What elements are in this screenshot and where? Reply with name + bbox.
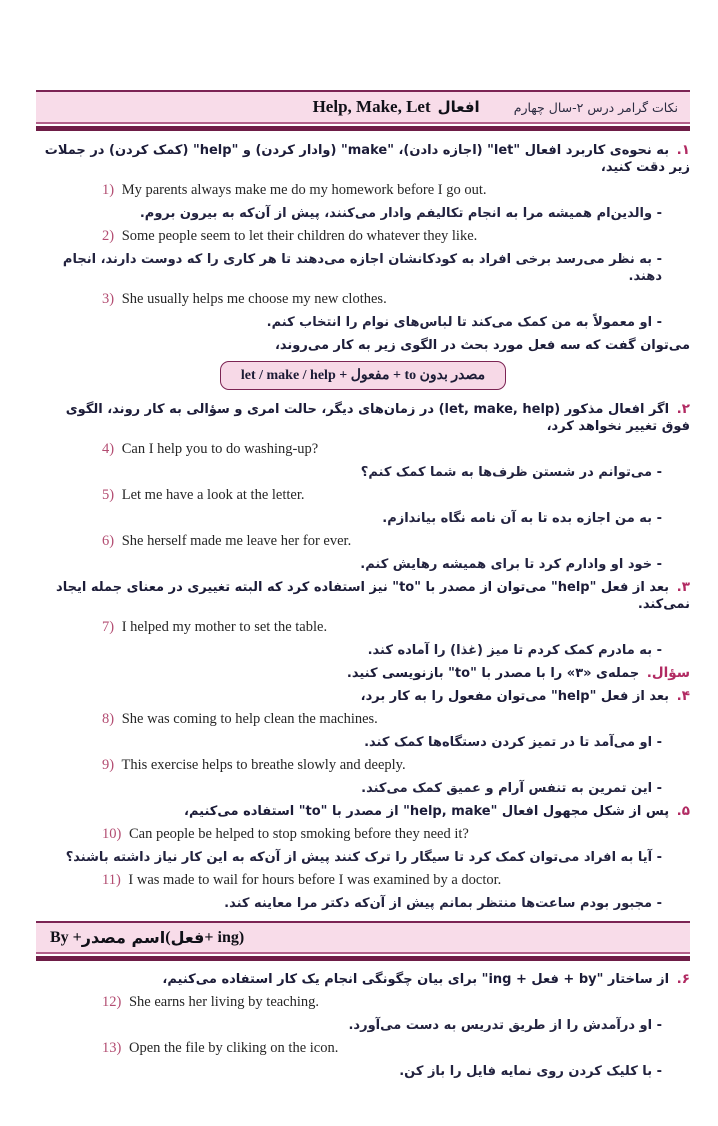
- example-5-en: [36, 487, 690, 504]
- bridge-line: می‌توان گفت که سه فعل مورد بحث در الگوی زیر به کار می‌روند،: [274, 338, 690, 353]
- example-6-sentence: She herself made me leave her for ever.: [121, 533, 352, 549]
- example-7-sentence: I helped my mother to set the table.: [121, 619, 328, 635]
- example-7-en: [36, 619, 690, 636]
- note-5-number: ۵.: [676, 803, 690, 819]
- example-12-fa: - او درآمدش را از طریق تدریس به دست می‌آورد.: [348, 1018, 662, 1033]
- note-2-text: اگر افعال مذکور (let, make, help) در زمان‌های دیگر، حالت امری و سؤالی به کار روند، الگوی فوق تغییر نخواهد کرد،: [65, 402, 690, 434]
- example-13-fa: - با کلیک کردن روی نمایه فایل را باز کن.: [399, 1064, 662, 1079]
- note-1-number: ۱.: [676, 142, 690, 158]
- example-9-number: 9): [102, 757, 115, 773]
- question-label: سؤال.: [646, 665, 690, 681]
- note-4-text: بعد از فعل "help" می‌توان مفعول را به کار برد،: [360, 689, 670, 704]
- example-2-fa: - به نظر می‌رسد برخی افراد به کودکانشان اجازه می‌دهند تا هر کاری را که دوست دارند، انجام دهند.: [62, 252, 662, 284]
- example-7-number: 7): [102, 619, 115, 635]
- example-3-sentence: She usually helps me choose my new clothes.: [121, 291, 387, 307]
- example-1-sentence: My parents always make me do my homework before I go out.: [121, 182, 487, 198]
- pattern-text: مصدر بدون to + مفعول + let / make / help: [240, 368, 486, 383]
- example-10-en: [36, 826, 690, 843]
- example-10-sentence: Can people be helped to stop smoking before they need it?: [128, 826, 469, 842]
- example-9-fa: - این تمرین به تنفس آرام و عمیق کمک می‌کند.: [361, 781, 662, 796]
- question-text: جمله‌ی «۳» را با مصدر با "to" بازنویسی کنید.: [346, 666, 640, 681]
- example-8-fa: - او می‌آمد تا در تمیز کردن دستگاه‌ها کمک کند.: [364, 735, 662, 750]
- example-9-en: [36, 757, 690, 774]
- note-6: [36, 971, 690, 988]
- example-9-sentence: This exercise helps to breathe slowly and deeply.: [121, 757, 406, 773]
- by-header-part-ing: + ing): [204, 928, 245, 946]
- example-3-number: 3): [102, 291, 115, 307]
- example-3-fa: - او معمولاً به من کمک می‌کند تا لباس‌های نوام را انتخاب کنم.: [266, 315, 662, 330]
- example-11-fa: - مجبور بودم ساعت‌ها منتظر بمانم پیش از آن‌که دکتر مرا معاینه کند.: [224, 896, 662, 911]
- example-8-en: [36, 711, 690, 728]
- example-1-number: 1): [102, 182, 115, 198]
- page: [0, 90, 718, 1126]
- example-6-fa: - خود او وادارم کرد تا برای همیشه رهایش کنم.: [360, 557, 662, 572]
- lesson-label: نکات گرامر درس ۲-سال چهارم: [513, 99, 678, 115]
- example-4-en: [36, 441, 690, 458]
- example-2-en: [36, 228, 690, 245]
- example-6-number: 6): [102, 533, 115, 549]
- example-3-en: [36, 291, 690, 308]
- note-3: [36, 579, 690, 613]
- question-line: [36, 665, 690, 682]
- title-farsi: افعال: [437, 98, 480, 116]
- example-11-sentence: I was made to wail for hours before I was examined by a doctor.: [128, 872, 502, 888]
- by-header-part-verb: فعل: [170, 928, 205, 947]
- note-5-text: پس از شکل مجهول افعال "help, make" از مصدر با "to" استفاده می‌کنیم،: [184, 804, 670, 819]
- by-header-thick-rule: [36, 956, 690, 961]
- example-13-number: 13): [102, 1040, 122, 1056]
- example-5-sentence: Let me have a look at the letter.: [121, 487, 305, 503]
- example-13-en: [36, 1040, 690, 1057]
- by-header-section: [36, 921, 690, 961]
- example-4-fa: - می‌توانم در شستن ظرف‌ها به شما کمک کنم؟: [360, 465, 662, 480]
- note-4: [36, 688, 690, 705]
- example-5-number: 5): [102, 487, 115, 503]
- header-bar: [36, 90, 690, 124]
- example-10-fa: - آیا به افراد می‌توان کمک کرد تا سیگار را ترک کنند پیش از آن‌که به این کار نیاز داشته باشند؟: [65, 850, 662, 865]
- example-10-number: 10): [102, 826, 122, 842]
- by-header-part-openparen: (: [165, 928, 171, 946]
- example-1-fa: - والدین‌ام همیشه مرا به انجام تکالیفم وادار می‌کنند، پیش از آن‌که به بیرون بروم.: [139, 206, 662, 221]
- note-2-number: ۲.: [676, 401, 690, 417]
- example-11-number: 11): [102, 872, 121, 888]
- example-4-number: 4): [102, 441, 115, 457]
- note-1-text: به نحوه‌ی کاربرد افعال "let" (اجازه دادن)، "make" (وادار کردن) و "help" (کمک کردن) در جملات زیر دقت کنید،: [44, 143, 690, 175]
- note-6-number: ۶.: [676, 971, 690, 987]
- example-13-sentence: Open the file by cliking on the icon.: [128, 1040, 339, 1056]
- note-3-number: ۳.: [676, 579, 690, 595]
- example-11-en: [36, 872, 690, 889]
- pattern-box: [220, 361, 506, 390]
- note-2: [36, 401, 690, 435]
- example-2-sentence: Some people seem to let their children do whatever they like.: [121, 228, 478, 244]
- note-6-text: از ساختار "by + فعل + ing" برای بیان چگونگی انجام یک کار استفاده می‌کنیم،: [162, 972, 670, 987]
- note-3-text: بعد از فعل "help" می‌توان از مصدر با "to" نیز استفاده کرد که البته تغییری در معنای جمله ایجاد نمی‌کند.: [56, 580, 690, 612]
- page-content: [36, 90, 690, 1080]
- example-2-number: 2): [102, 228, 115, 244]
- example-1-en: [36, 182, 690, 199]
- example-6-en: [36, 533, 690, 550]
- header-thick-rule: [36, 126, 690, 131]
- example-8-sentence: She was coming to help clean the machines.: [121, 711, 378, 727]
- example-4-sentence: Can I help you to do washing-up?: [121, 441, 319, 457]
- example-8-number: 8): [102, 711, 115, 727]
- by-header-part-by: By +: [50, 928, 82, 946]
- by-header-part-gerund: اسم مصدر: [81, 928, 166, 947]
- note-1: [36, 142, 690, 176]
- by-header-bar: [36, 921, 690, 954]
- note-4-number: ۴.: [676, 688, 690, 704]
- note-5: [36, 803, 690, 820]
- example-5-fa: - به من اجازه بده تا به آن نامه نگاه بیاندازم.: [382, 511, 662, 526]
- example-7-fa: - به مادرم کمک کردم تا میز (غذا) را آماده کند.: [367, 643, 662, 658]
- example-12-en: [36, 994, 690, 1011]
- example-12-number: 12): [102, 994, 122, 1010]
- title-english: Help, Make, Let: [312, 97, 431, 116]
- example-12-sentence: She earns her living by teaching.: [128, 994, 320, 1010]
- page-title: [313, 97, 480, 117]
